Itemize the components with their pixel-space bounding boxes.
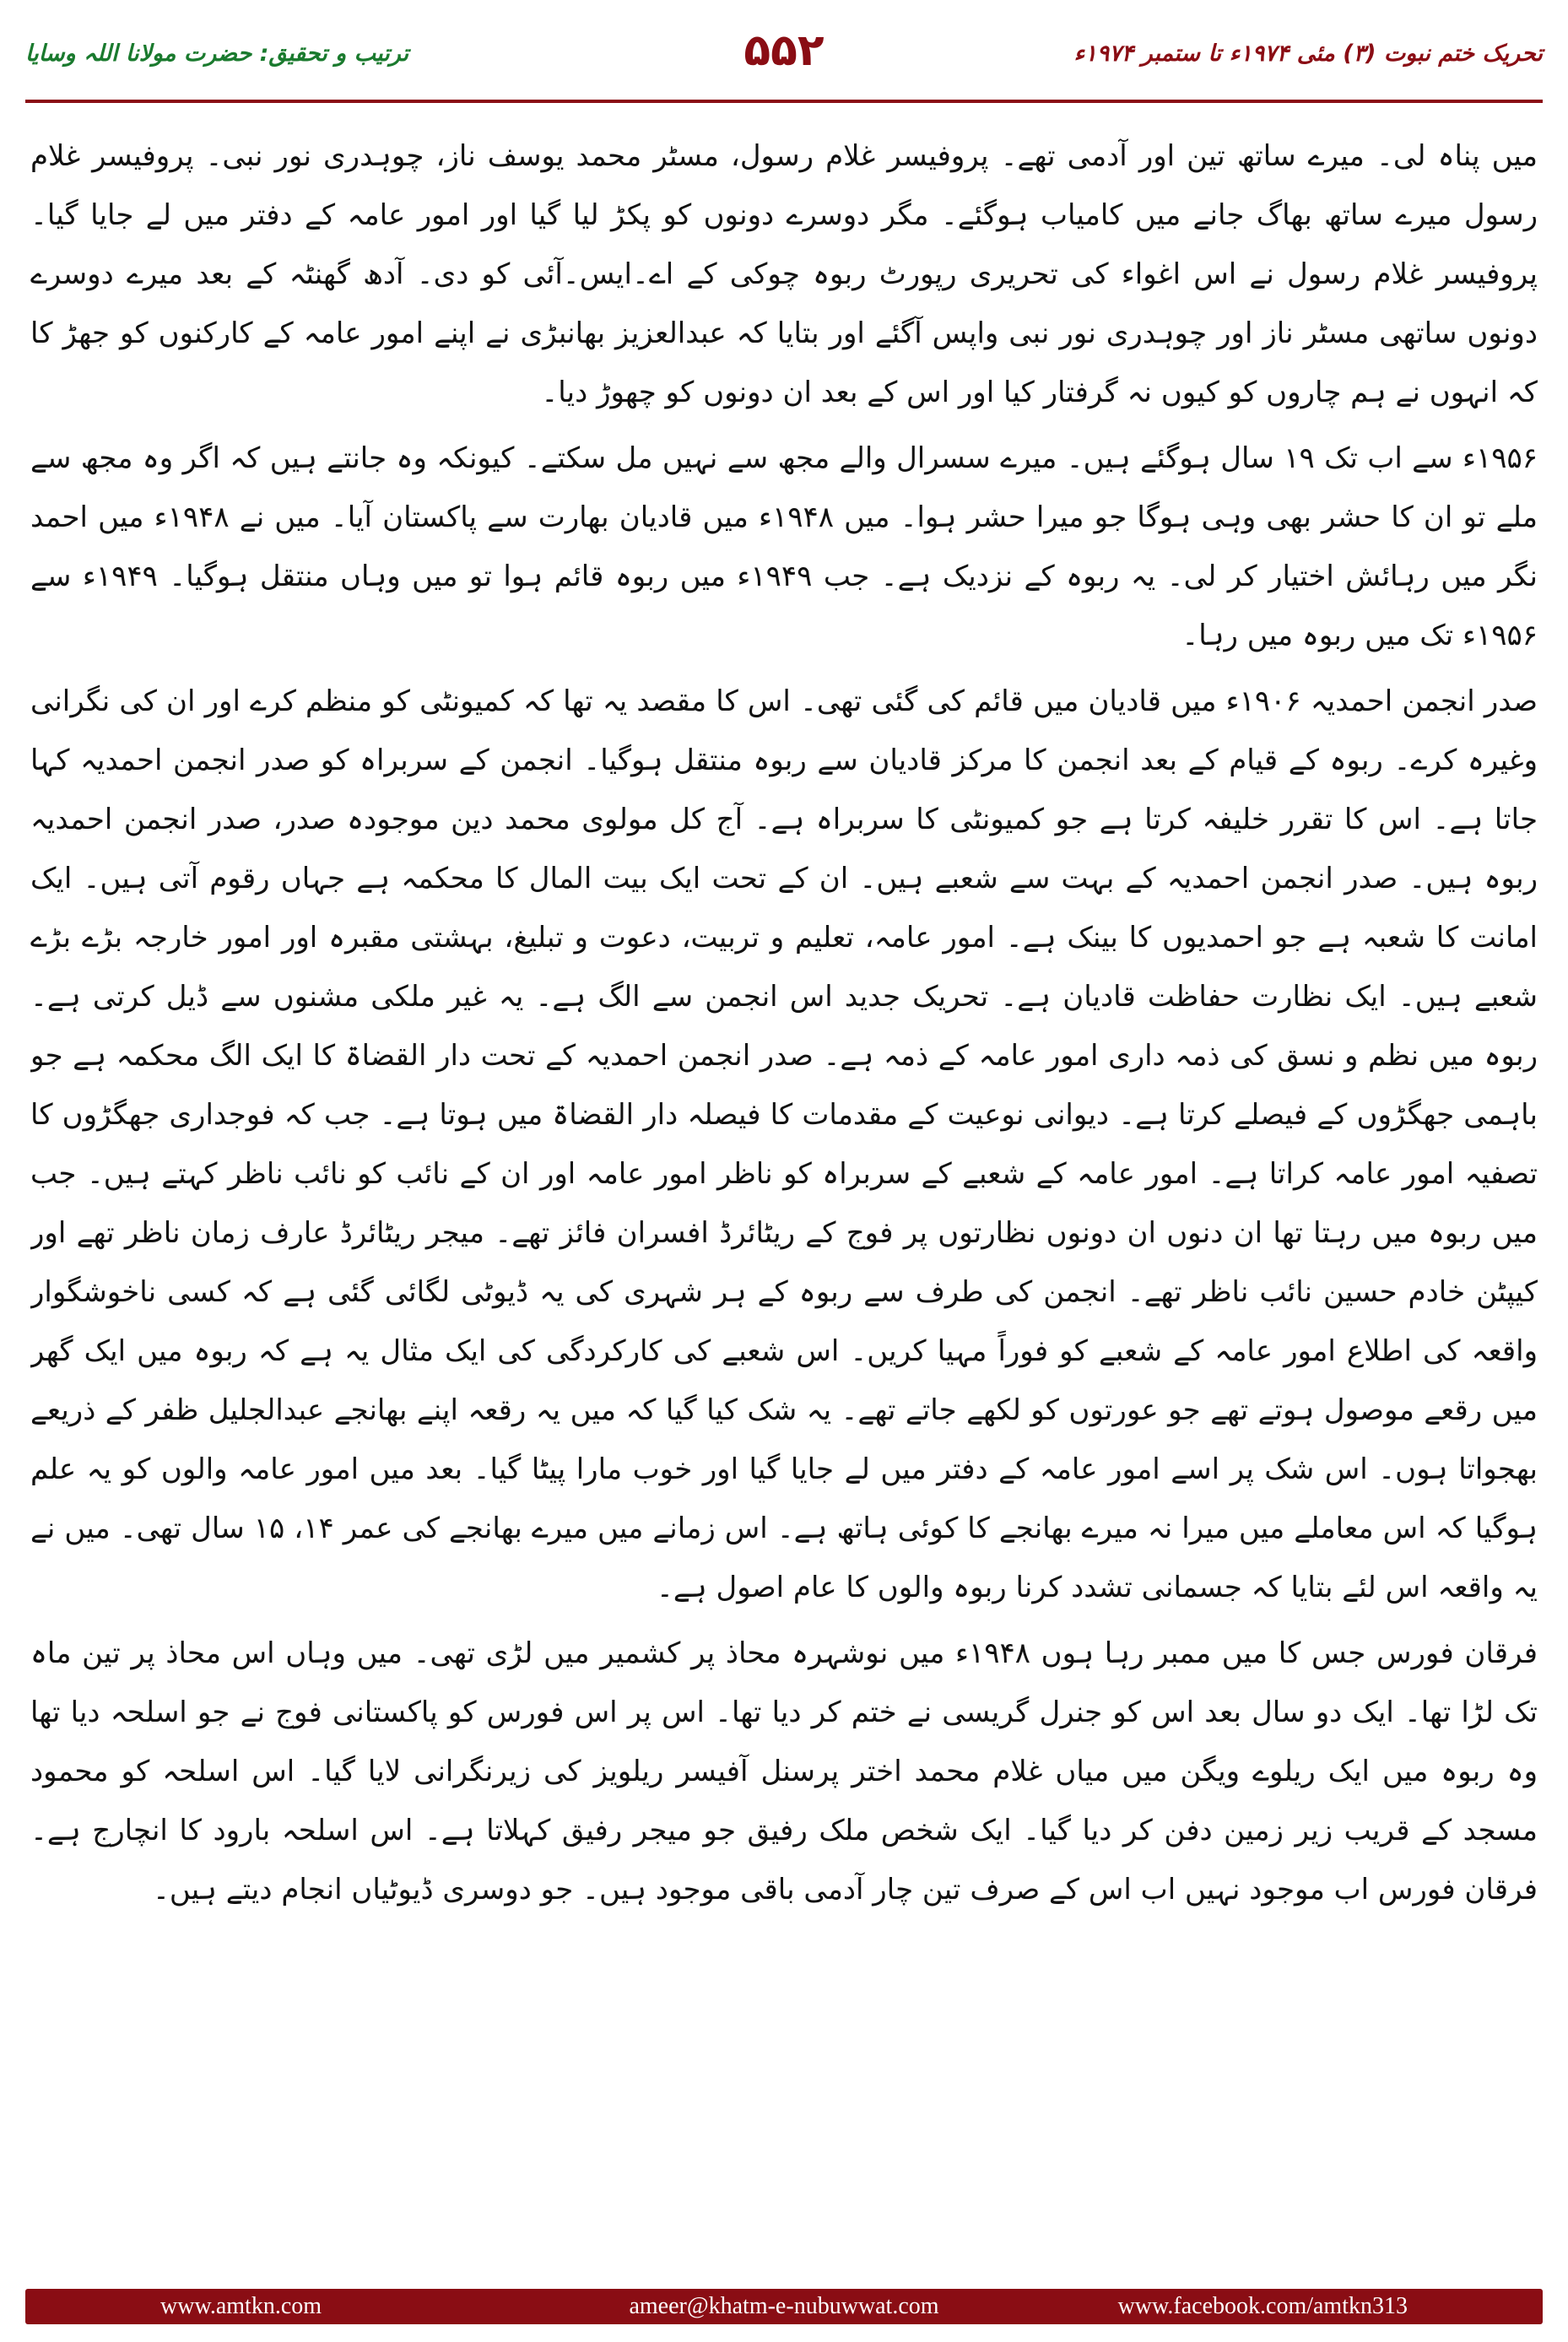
compiler-credit: ترتیب و تحقیق: حضرت مولانا اللہ وسایا bbox=[25, 41, 409, 67]
footer-bar bbox=[25, 2289, 1543, 2324]
website-link[interactable]: www.amtkn.com bbox=[160, 2293, 322, 2319]
book-title: تحریک ختم نبوت (۳) مئی ۱۹۷۴ء تا ستمبر ۱۹۷۴ء bbox=[1073, 41, 1543, 67]
header-divider bbox=[25, 100, 1543, 103]
paragraph: فرقان فورس جس کا میں ممبر رہا ہوں ۱۹۴۸ء میں نوشہرہ محاذ پر کشمیر میں لڑی تھی۔ میں وہاں اس محاذ پر تین ماہ تک لڑا تھا۔ ایک دو سال بعد اس کو جنرل گریسی نے ختم کر دیا تھا۔ اس پر اس فورس کو پاکستانی فوج نے جو اسلحہ دیا تھا وہ ربوہ میں ایک ریلوے ویگن میں میاں غلام محمد اختر پرسنل آفیسر ریلویز کی زیرنگرانی لایا گیا۔ اس اسلحہ کو محمود مسجد کے قریب زیر زمین دفن کر دیا گیا۔ ایک شخص ملک رفیق جو میجر رفیق کہلاتا ہے۔ اس اسلحہ بارود کا انچارج ہے۔ فرقان فورس اب موجود نہیں اب اس کے صرف تین چار آدمی باقی موجود ہیں۔ جو دوسری ڈیوٹیاں انجام دیتے ہیں۔ bbox=[30, 1636, 1538, 1907]
page-number: ۵۵۲ bbox=[743, 25, 825, 76]
facebook-link[interactable]: www.facebook.com/amtkn313 bbox=[1117, 2293, 1408, 2319]
page-header bbox=[25, 24, 1543, 91]
paragraph: میں پناہ لی۔ میرے ساتھ تین اور آدمی تھے۔ پروفیسر غلام رسول، مسٹر محمد یوسف ناز، چوہدری نور نبی۔ پروفیسر غلام رسول میرے ساتھ بھاگ جانے میں کامیاب ہوگئے۔ مگر دوسرے دونوں کو پکڑ لیا گیا اور امور عامہ کے دفتر میں لے جایا گیا۔ پروفیسر غلام رسول نے اس اغواء کی تحریری رپورٹ ربوہ چوکی کے اے۔ایس۔آئی کو دی۔ آدھ گھنٹہ کے بعد میرے دوسرے دونوں ساتھی مسٹر ناز اور چوہدری نور نبی واپس آگئے اور بتایا کہ عبدالعزیز بھانبڑی نے اپنے امور عامہ کے کارکنوں کو جھڑ کا کہ انہوں نے ہم چاروں کو کیوں نہ گرفتار کیا اور اس کے بعد ان دونوں کو چھوڑ دیا۔ bbox=[30, 139, 1538, 409]
body-text bbox=[30, 127, 1538, 2270]
email-link[interactable]: ameer@khatm-e-nubuwwat.com bbox=[629, 2293, 939, 2319]
paragraph: ۱۹۵۶ء سے اب تک ۱۹ سال ہوگئے ہیں۔ میرے سسرال والے مجھ سے نہیں مل سکتے۔ کیونکہ وہ جانتے ہیں کہ اگر وہ مجھ سے ملے تو ان کا حشر بھی وہی ہوگا جو میرا حشر ہوا۔ میں ۱۹۴۸ء میں قادیان بھارت سے پاکستان آیا۔ میں نے ۱۹۴۸ء میں احمد نگر میں رہائش اختیار کر لی۔ یہ ربوہ کے نزدیک ہے۔ جب ۱۹۴۹ء میں ربوہ قائم ہوا تو میں وہاں منتقل ہوگیا۔ ۱۹۴۹ء سے ۱۹۵۶ء تک میں ربوہ میں رہا۔ bbox=[30, 441, 1538, 652]
paragraph: صدر انجمن احمدیہ ۱۹۰۶ء میں قادیان میں قائم کی گئی تھی۔ اس کا مقصد یہ تھا کہ کمیونٹی کو منظم کرے اور ان کی نگرانی وغیرہ کرے۔ ربوہ کے قیام کے بعد انجمن کا مرکز قادیان سے ربوہ منتقل ہوگیا۔ انجمن کے سربراہ کو صدر انجمن احمدیہ کہا جاتا ہے۔ اس کا تقرر خلیفہ کرتا ہے جو کمیونٹی کا سربراہ ہے۔ آج کل مولوی محمد دین موجودہ صدر، صدر انجمن احمدیہ ربوہ ہیں۔ صدر انجمن احمدیہ کے بہت سے شعبے ہیں۔ ان کے تحت ایک بیت المال کا محکمہ ہے جہاں رقوم آتی ہیں۔ ایک امانت کا شعبہ ہے جو احمدیوں کا بینک ہے۔ امور عامہ، تعلیم و تربیت، دعوت و تبلیغ، بہشتی مقبرہ اور امور خارجہ بڑے بڑے شعبے ہیں۔ ایک نظارت حفاظت قادیان ہے۔ تحریک جدید اس انجمن سے الگ ہے۔ یہ غیر ملکی مشنوں سے ڈیل کرتی ہے۔ ربوہ میں نظم و نسق کی ذمہ داری امور عامہ کے ذمہ ہے۔ صدر انجمن احمدیہ کے تحت دار القضاۃ کا ایک الگ محکمہ ہے جو باہمی جھگڑوں کے فیصلے کرتا ہے۔ دیوانی نوعیت کے مقدمات کا فیصلہ دار القضاۃ میں ہوتا ہے۔ جب کہ فوجداری جھگڑوں کا تصفیہ امور عامہ کراتا ہے۔ امور عامہ کے شعبے کے سربراہ کو ناظر امور عامہ اور ان کے نائب کو نائب ناظر کہتے ہیں۔ جب میں ربوہ میں رہتا تھا ان دنوں ان دونوں نظارتوں پر فوج کے ریٹائرڈ افسران فائز تھے۔ میجر ریٹائرڈ عارف زمان ناظر تھے اور کیپٹن خادم حسین نائب ناظر تھے۔ انجمن کی طرف سے ربوہ کے ہر شہری کی یہ ڈیوٹی لگائی گئی ہے کہ کسی ناخوشگوار واقعہ کی اطلاع امور عامہ کے شعبے کو فوراً مہیا کریں۔ اس شعبے کی کارکردگی کی ایک مثال یہ ہے کہ ربوہ میں ایک گھر میں رقعے موصول ہوتے تھے جو عورتوں کو لکھے جاتے تھے۔ یہ شک کیا گیا کہ میں یہ رقعہ اپنے بھانجے عبدالجلیل ظفر کے ذریعے بھجواتا ہوں۔ اس شک پر اسے امور عامہ کے دفتر میں لے جایا گیا اور خوب مارا پیٹا گیا۔ بعد میں امور عامہ والوں کو یہ علم ہوگیا کہ اس معاملے میں میرا نہ میرے بھانجے کا کوئی ہاتھ ہے۔ اس زمانے میں میرے بھانجے کی عمر ۱۴، ۱۵ سال تھی۔ میں نے یہ واقعہ اس لئے بتایا کہ جسمانی تشدد کرنا ربوہ والوں کا عام اصول ہے۔ bbox=[30, 684, 1538, 1604]
